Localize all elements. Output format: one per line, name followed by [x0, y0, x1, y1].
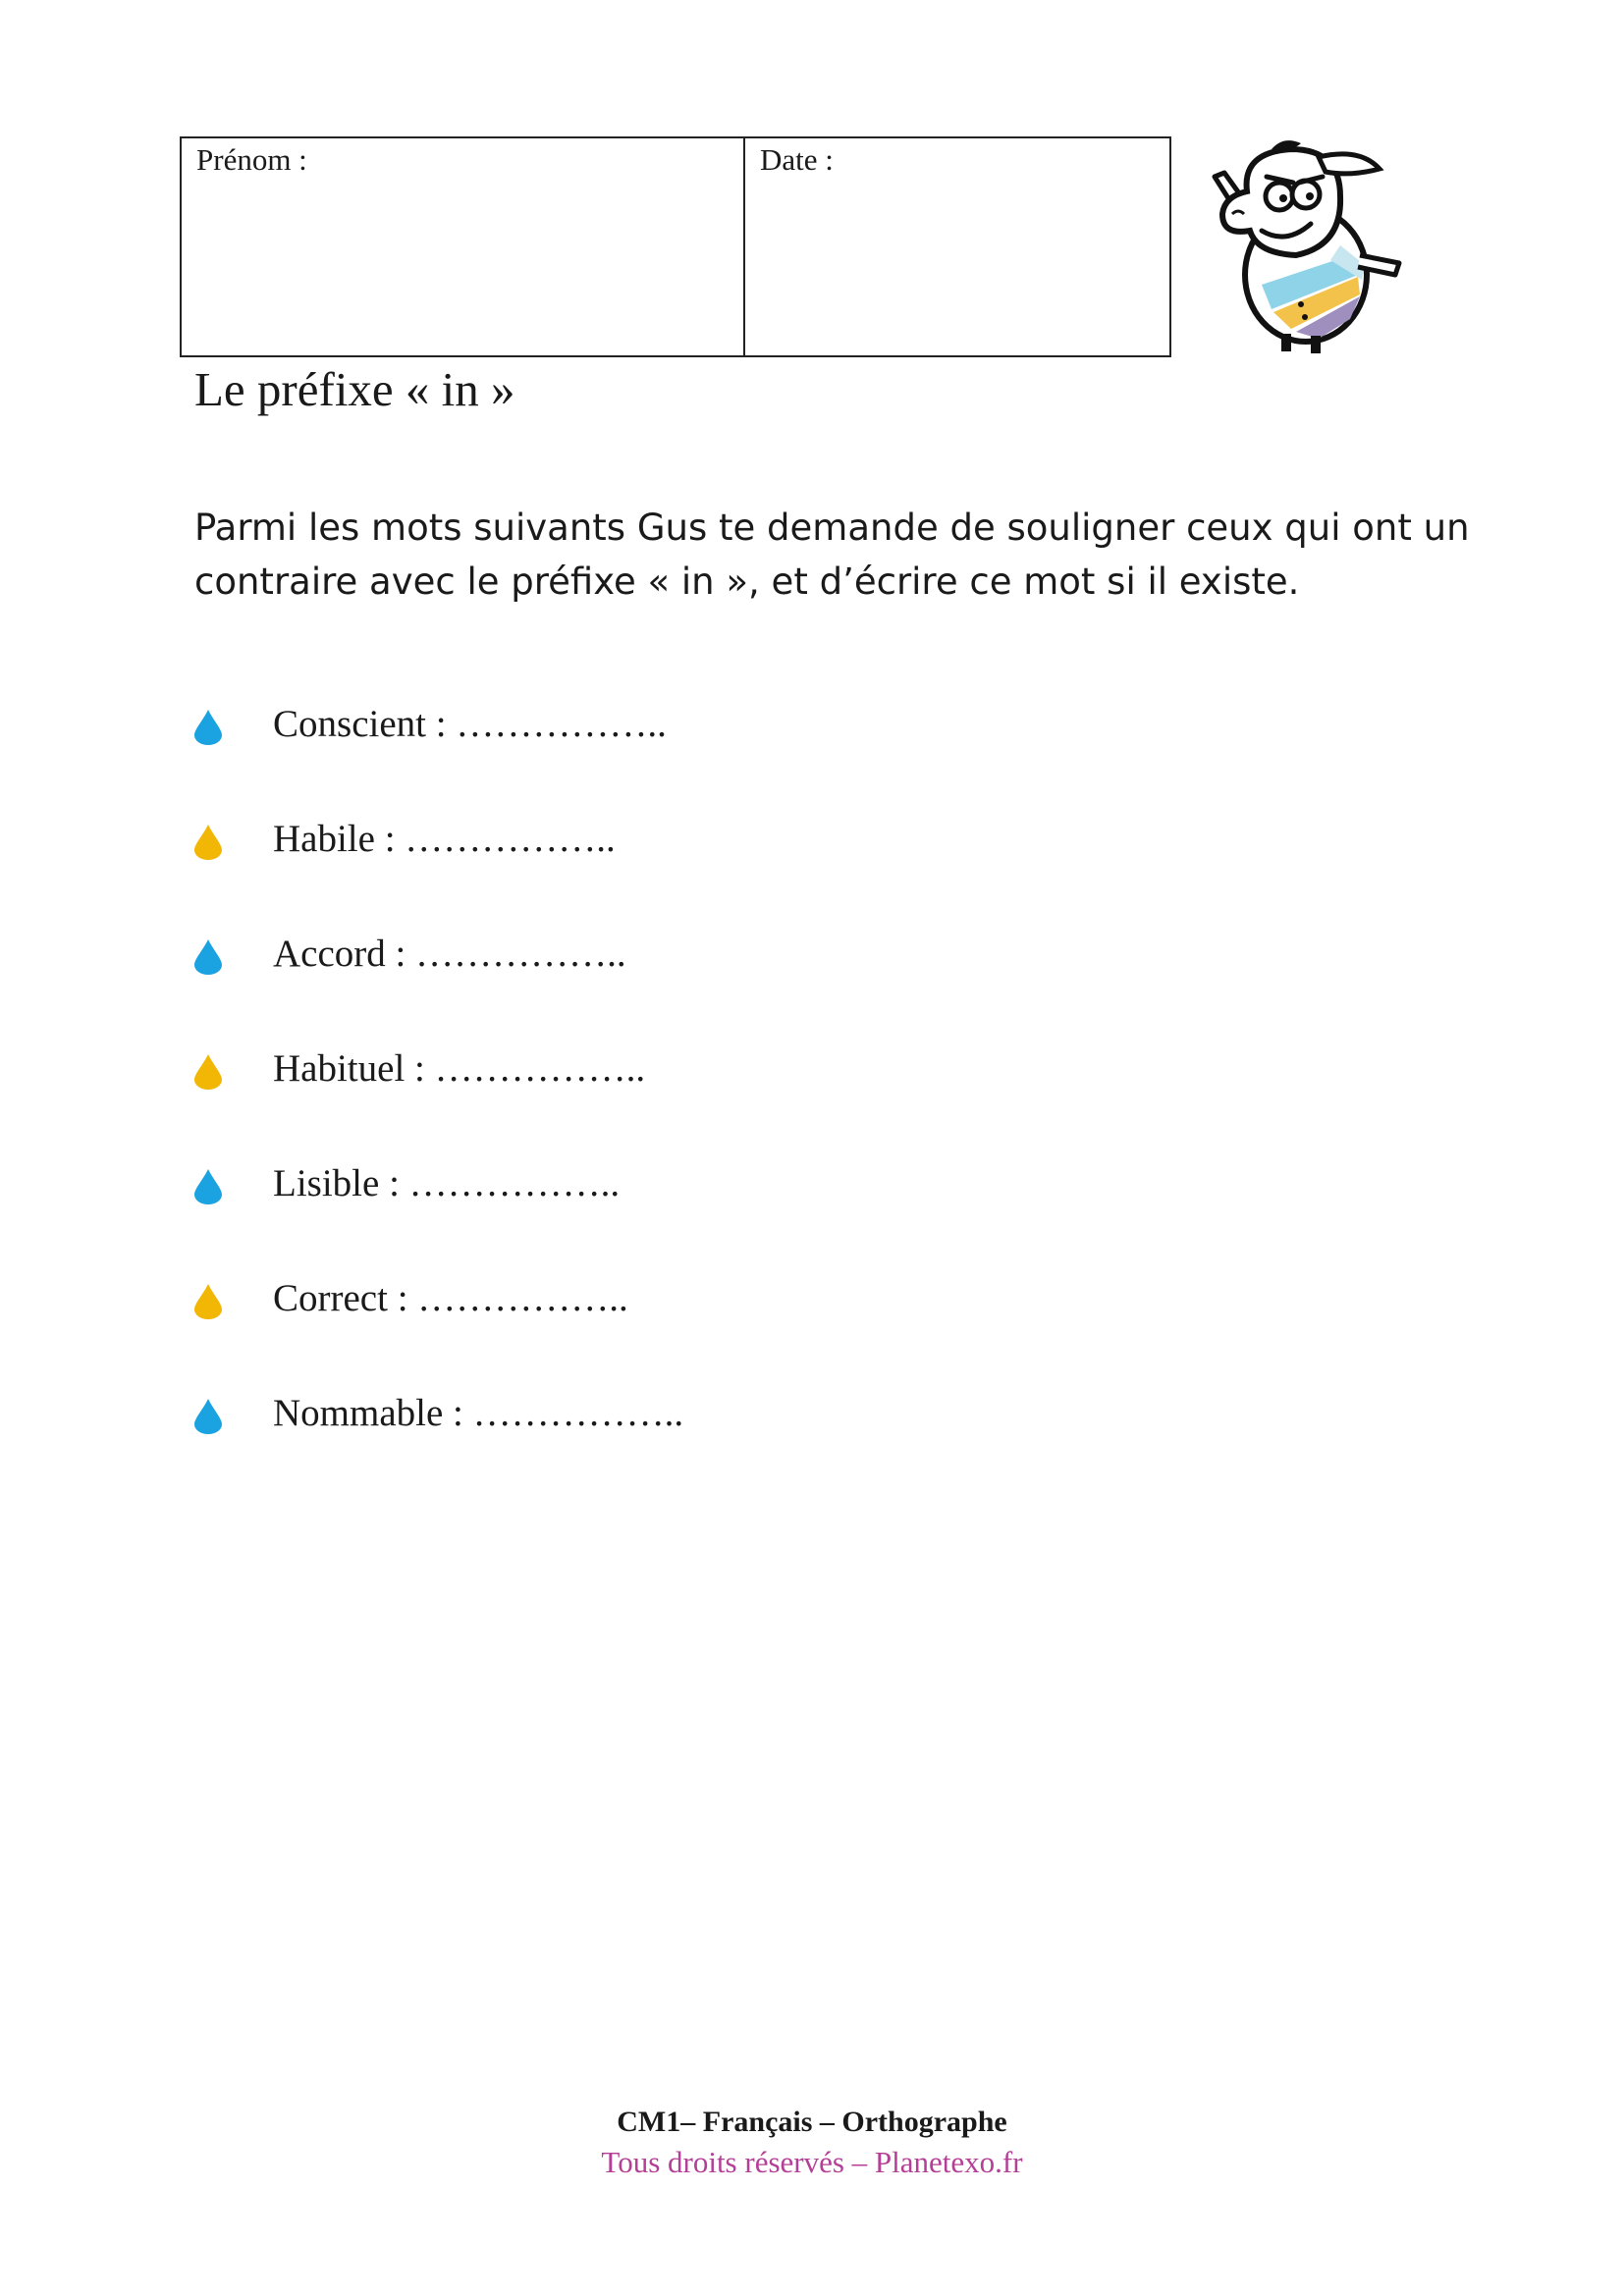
- list-item[interactable]: [194, 932, 683, 1046]
- word-list: [194, 702, 683, 1506]
- instructions-line-2: contraire avec le préfixe « in », et d’écrire ce mot si il existe.: [194, 561, 1300, 603]
- word-label: Conscient : ……………..: [273, 703, 667, 745]
- page-title: Le préfixe « in »: [194, 362, 515, 416]
- footer-subject: CM1– Français – Orthographe: [617, 2106, 1007, 2138]
- list-item[interactable]: [194, 817, 683, 932]
- exercise-instructions: [194, 501, 1471, 609]
- list-item[interactable]: [194, 1276, 683, 1391]
- list-item[interactable]: [194, 1046, 683, 1161]
- word-label: Habituel : ……………..: [273, 1047, 646, 1090]
- water-drop-icon: [194, 825, 222, 860]
- instructions-line-1: Parmi les mots suivants Gus te demande de souligner ceux qui ont un: [194, 507, 1470, 549]
- gus-sheep-mascot-icon: [1203, 137, 1419, 358]
- student-info-box: [180, 136, 1171, 357]
- list-item[interactable]: [194, 1391, 683, 1506]
- date-field[interactable]: [745, 138, 1169, 355]
- name-label: Prénom :: [196, 142, 307, 177]
- word-label: Correct : ……………..: [273, 1277, 628, 1319]
- list-item[interactable]: [194, 1161, 683, 1276]
- word-label: Nommable : ……………..: [273, 1392, 684, 1434]
- list-item[interactable]: [194, 702, 683, 817]
- water-drop-icon: [194, 939, 222, 975]
- date-label: Date :: [760, 142, 834, 177]
- water-drop-icon: [194, 1284, 222, 1319]
- water-drop-icon: [194, 1054, 222, 1090]
- name-field[interactable]: [182, 138, 745, 355]
- water-drop-icon: [194, 710, 222, 745]
- water-drop-icon: [194, 1169, 222, 1204]
- word-label: Accord : ……………..: [273, 933, 626, 975]
- word-label: Habile : ……………..: [273, 818, 616, 860]
- word-label: Lisible : ……………..: [273, 1162, 621, 1204]
- footer-copyright: Tous droits réservés – Planetexo.fr: [601, 2145, 1023, 2179]
- water-drop-icon: [194, 1399, 222, 1434]
